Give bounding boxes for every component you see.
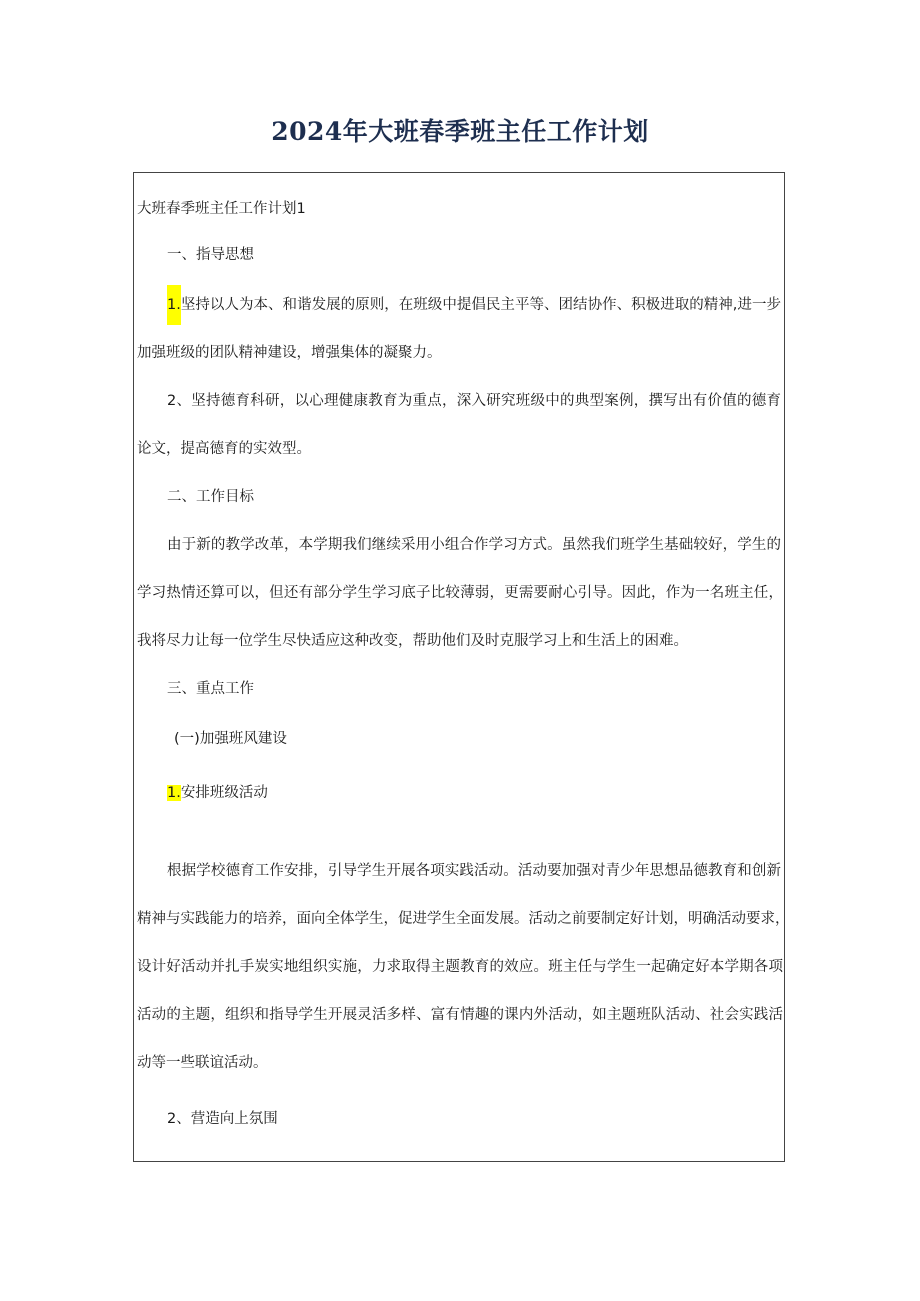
paragraph-3-line-1: 由于新的教学改革，本学期我们继续采用小组合作学习方式。虽然我们班学生基础较好，学生的: [167, 537, 781, 553]
paragraph-1-line-1: [167, 295, 781, 315]
paragraph-4-line-2: 精神与实践能力的培养，面向全体学生，促进学生全面发展。活动之前要制定好计划，明确活动要求，: [137, 911, 790, 927]
paragraph-4-line-1: 根据学校德育工作安排，引导学生开展各项实践活动。活动要加强对青少年思想品德教育和创新: [167, 863, 781, 879]
section-heading-work-goals: 二、工作目标: [167, 489, 254, 505]
document-title: 2024年大班春季班主任工作计划: [271, 117, 649, 146]
paragraph-3-line-3: 我将尽力让每一位学生尽快适应这种改变，帮助他们及时克服学习上和生活上的困难。: [137, 633, 688, 649]
list-item-2: 2、营造向上氛围: [167, 1111, 278, 1127]
paragraph-2-line-1: 2、坚持德育科研，以心理健康教育为重点，深入研究班级中的典型案例，撰写出有价值的德育: [167, 393, 781, 409]
paragraph-4-line-5: 动等一些联谊活动。: [137, 1055, 268, 1071]
list-marker-highlight: 1.: [167, 785, 181, 801]
plan-heading: 大班春季班主任工作计划1: [137, 201, 306, 217]
section-heading-guiding-ideology: 一、指导思想: [167, 247, 254, 263]
list-item-1-text: 安排班级活动: [180, 785, 268, 801]
paragraph-3-line-2: 学习热情还算可以，但还有部分学生学习底子比较薄弱，更需要耐心引导。因此，作为一名班主任，: [137, 585, 783, 601]
paragraph-4-line-3: 设计好活动并扎手炭实地组织实施，力求取得主题教育的效应。班主任与学生一起确定好本学期各项: [137, 959, 783, 975]
section-heading-key-work: 三、重点工作: [167, 681, 254, 697]
list-marker-highlight: 1.: [167, 285, 181, 325]
content-frame: [133, 172, 790, 1162]
paragraph-4-line-4: 活动的主题，组织和指导学生开展灵活多样、富有情趣的课内外活动，如主题班队活动、社会实践活: [137, 1007, 783, 1023]
paragraph-1-line-2: 加强班级的团队精神建设，增强集体的凝聚力。: [137, 345, 442, 361]
paragraph-2-line-2: 论文，提高德育的实效型。: [137, 441, 311, 457]
paragraph-1-text: 坚持以人为本、和谐发展的原则，在班级中提倡民主平等、团结协作、积极进取的精神,进一步: [180, 297, 781, 313]
list-item-1: [167, 783, 268, 803]
subsection-heading-class-style: (一)加强班风建设: [174, 731, 287, 747]
